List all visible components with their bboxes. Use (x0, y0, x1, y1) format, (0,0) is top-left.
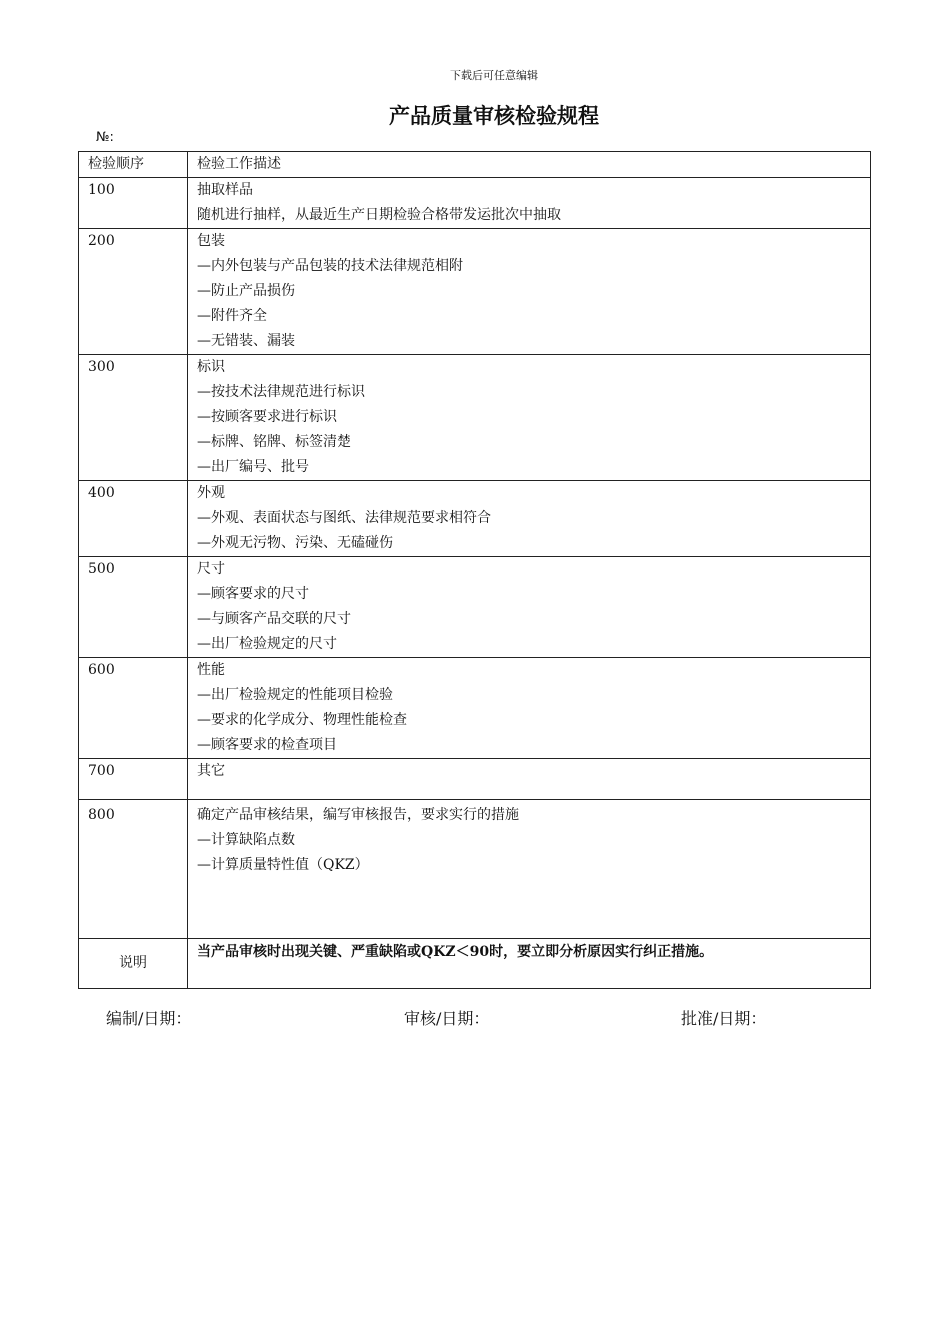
description-line: —出厂检验规定的尺寸 (197, 636, 337, 652)
description-line: —与顾客产品交联的尺寸 (197, 611, 351, 627)
column-header-description: 检验工作描述 (188, 152, 871, 178)
note-label: 说明 (79, 939, 188, 989)
description-line: 包装 (197, 233, 225, 249)
description-line: —防止产品损伤 (197, 283, 295, 299)
approved-by-date-label: 批准/日期： (681, 1009, 767, 1028)
table-row (79, 658, 871, 759)
description-line: 尺寸 (197, 561, 225, 577)
description-line: 其它 (197, 763, 225, 779)
description-line: —内外包装与产品包装的技术法律规范相附 (197, 258, 463, 274)
description-line: —要求的化学成分、物理性能检查 (197, 712, 407, 728)
sequence-cell: 600 (79, 658, 188, 759)
description-line: —附件齐全 (197, 308, 267, 324)
description-cell (188, 355, 871, 481)
sequence-cell: 400 (79, 481, 188, 557)
description-line: —顾客要求的尺寸 (197, 586, 309, 602)
description-line: —出厂检验规定的性能项目检验 (197, 687, 393, 703)
header-note: 下载后可任意编辑 (450, 69, 538, 82)
description-line: 标识 (197, 359, 225, 375)
description-line: —外观、表面状态与图纸、法律规范要求相符合 (197, 510, 491, 526)
sequence-cell: 200 (79, 229, 188, 355)
table-row (79, 178, 871, 229)
sequence-cell: 300 (79, 355, 188, 481)
description-line: —外观无污物、污染、无磕碰伤 (197, 535, 393, 551)
description-cell (188, 229, 871, 355)
description-line: 性能 (197, 662, 225, 678)
reviewed-by-date-label: 审核/日期： (404, 1009, 490, 1028)
description-line: 随机进行抽样，从最近生产日期检验合格带发运批次中抽取 (197, 207, 561, 223)
inspection-procedure-table (78, 151, 871, 989)
prepared-by-date-label: 编制/日期： (106, 1009, 192, 1028)
note-text: 当产品审核时出现关键、严重缺陷或QKZ＜90时，要立即分析原因实行纠正措施。 (197, 944, 714, 960)
note-cell (188, 939, 871, 989)
description-cell (188, 557, 871, 658)
sequence-cell: 800 (79, 800, 188, 939)
table-row (79, 355, 871, 481)
description-line: —按顾客要求进行标识 (197, 409, 337, 425)
description-line: —顾客要求的检查项目 (197, 737, 337, 753)
description-line: —按技术法律规范进行标识 (197, 384, 365, 400)
description-line: 抽取样品 (197, 182, 253, 198)
sequence-cell: 100 (79, 178, 188, 229)
description-cell (188, 759, 871, 800)
table-row (79, 557, 871, 658)
table-row (79, 481, 871, 557)
note-row (79, 939, 871, 989)
description-line: 确定产品审核结果，编写审核报告，要求实行的措施 (197, 807, 519, 823)
description-cell (188, 800, 871, 939)
description-line: —计算质量特性值（QKZ） (197, 857, 369, 873)
table-row (79, 800, 871, 939)
description-line: —无错装、漏装 (197, 333, 295, 349)
table-header-row (79, 152, 871, 178)
document-title: 产品质量审核检验规程 (389, 104, 599, 128)
table-row (79, 229, 871, 355)
description-cell (188, 658, 871, 759)
document-number-label: №: (96, 130, 114, 145)
table-row (79, 759, 871, 800)
description-line: —出厂编号、批号 (197, 459, 309, 475)
description-line: —标牌、铭牌、标签清楚 (197, 434, 351, 450)
sequence-cell: 500 (79, 557, 188, 658)
description-line: 外观 (197, 485, 225, 501)
description-cell (188, 481, 871, 557)
description-cell (188, 178, 871, 229)
column-header-sequence: 检验顺序 (79, 152, 188, 178)
description-line: —计算缺陷点数 (197, 832, 295, 848)
sequence-cell: 700 (79, 759, 188, 800)
